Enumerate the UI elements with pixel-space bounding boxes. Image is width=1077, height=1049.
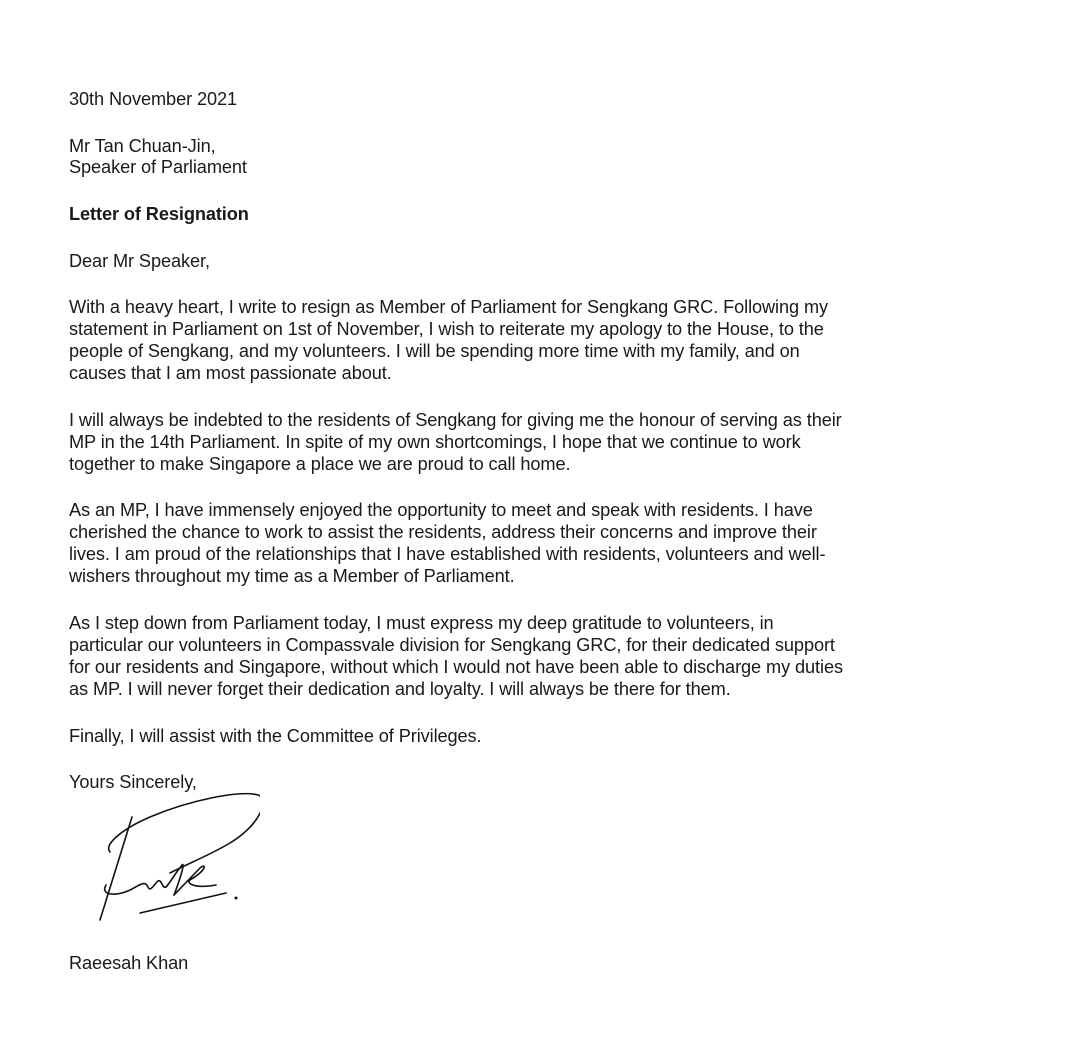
handwritten-signature-icon [90,785,260,935]
paragraph-1-line-3: people of Sengkang, and my volunteers. I will be spending more time with my family, and on [69,341,800,361]
paragraph-4-line-3: for our residents and Singapore, without which I would not have been able to discharge my duties [69,657,843,677]
paragraph-1-line-4: causes that I am most passionate about. [69,363,392,383]
letter-date: 30th November 2021 [69,89,238,109]
paragraph-3-line-2: cherished the chance to work to assist the residents, address their concerns and improve their [69,522,817,542]
paragraph-3-line-4: wishers throughout my time as a Member of Parliament. [69,566,515,586]
paragraph-1-line-1: With a heavy heart, I write to resign as Member of Parliament for Sengkang GRC. Following my [69,297,829,317]
paragraph-3-line-3: lives. I am proud of the relationships that I have established with residents, volunteers and well- [69,544,826,564]
recipient-title: Speaker of Parliament [69,157,247,177]
paragraph-3-line-1: As an MP, I have immensely enjoyed the opportunity to meet and speak with residents. I have [69,500,813,520]
salutation: Dear Mr Speaker, [69,251,210,271]
closing: Yours Sincerely, [69,772,197,792]
paragraph-4-line-1: As I step down from Parliament today, I must express my deep gratitude to volunteers, in [69,613,774,633]
signatory-name: Raeesah Khan [69,953,189,973]
recipient-name: Mr Tan Chuan-Jin, [69,136,216,156]
letter-subject: Letter of Resignation [69,204,249,224]
paragraph-4-line-2: particular our volunteers in Compassvale division for Sengkang GRC, for their dedicated support [69,635,835,655]
paragraph-1-line-2: statement in Parliament on 1st of November, I wish to reiterate my apology to the House, to the [69,319,824,339]
paragraph-4-line-4: as MP. I will never forget their dedication and loyalty. I will always be there for them. [69,679,731,699]
paragraph-5-line-1: Finally, I will assist with the Committee of Privileges. [69,726,482,746]
paragraph-2-line-1: I will always be indebted to the residents of Sengkang for giving me the honour of serving as their [69,410,842,430]
paragraph-2-line-2: MP in the 14th Parliament. In spite of my own shortcomings, I hope that we continue to work [69,432,801,452]
paragraph-2-line-3: together to make Singapore a place we are proud to call home. [69,454,571,474]
